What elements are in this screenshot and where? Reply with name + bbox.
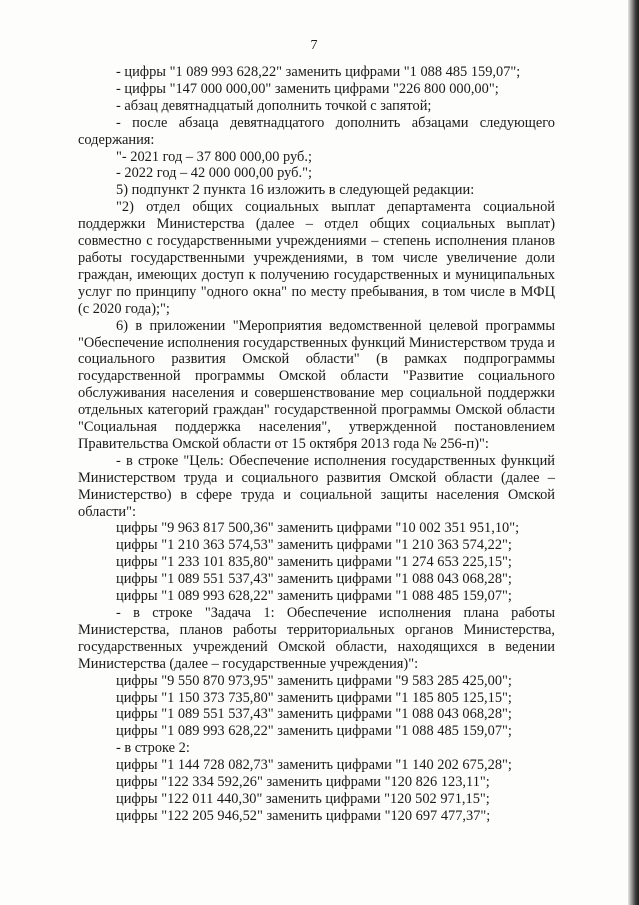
paragraph: 5) подпункт 2 пункта 16 изложить в следующей редакции:	[116, 182, 475, 199]
paragraph: - в строке 2:	[116, 740, 190, 757]
paragraph: - абзац девятнадцатый дополнить точкой с запятой;	[116, 97, 432, 114]
page-number: 7	[310, 38, 318, 53]
paragraph: цифры "1 089 551 537,43" заменить цифрами "1 088 043 068,28";	[116, 706, 512, 723]
paragraph: - в строке "Цель: Обеспечение исполнения государственных функций Министерством труда и социального развития Омской области (далее – Министерство) в сфере труда и социальной защиты населения Омской области":	[78, 452, 555, 520]
paragraph: цифры "1 089 551 537,43" заменить цифрами "1 088 043 068,28";	[116, 571, 512, 588]
paragraph: цифры "1 210 363 574,53" заменить цифрами "1 210 363 574,22";	[116, 537, 512, 554]
document-body	[78, 64, 555, 825]
paragraph: цифры "9 963 817 500,36" заменить цифрами "10 002 351 951,10";	[116, 520, 520, 537]
paragraph: 6) в приложении "Мероприятия ведомственной целевой программы "Обеспечение исполнения государственных функций Министерством труда и социального развития Омской области" (в рамках подпрограммы государственной программы Омской области "Развитие социального обслуживания населения и совершенствование мер социальной поддержки отдельных категорий граждан" государственной программы Омской области "Социальная поддержка населения", утвержденной постановлением Правительства Омской области от 15 октября 2013 года № 256-п)":	[78, 317, 555, 452]
paragraph: цифры "1 144 728 082,73" заменить цифрами "1 140 202 675,28";	[116, 757, 512, 774]
paragraph: "- 2021 год – 37 800 000,00 руб.;	[116, 148, 312, 165]
paragraph: - цифры "147 000 000,00" заменить цифрами "226 800 000,00";	[116, 80, 499, 97]
paragraph: цифры "9 550 870 973,95" заменить цифрами "9 583 285 425,00";	[116, 672, 512, 689]
scan-edge-shadow	[628, 0, 639, 905]
paragraph: - в строке "Задача 1: Обеспечение исполнения плана работы Министерства, планов работы территориальных органов Министерства, государственных учреждений Омской области, находящихся в ведении Министерства (далее – государственные учреждения)":	[78, 605, 555, 672]
paragraph: - цифры "1 089 993 628,22" заменить цифрами "1 088 485 159,07";	[116, 64, 521, 80]
paragraph: цифры "122 011 440,30" заменить цифрами "120 502 971,15";	[116, 790, 490, 807]
paragraph: цифры "122 205 946,52" заменить цифрами "120 697 477,37";	[116, 807, 491, 824]
paragraph: цифры "1 233 101 835,80" заменить цифрами "1 274 653 225,15";	[116, 554, 512, 571]
paragraph: - 2022 год – 42 000 000,00 руб.";	[116, 165, 312, 182]
paragraph: цифры "122 334 592,26" заменить цифрами "120 826 123,11";	[116, 774, 490, 791]
paragraph: цифры "1 150 373 735,80" заменить цифрами "1 185 805 125,15";	[116, 689, 512, 706]
paragraph: "2) отдел общих социальных выплат департамента социальной поддержки Министерства (далее – отдел общих социальных выплат) совместно с государственными учреждениями – степень исполнения планов работы государственными учреждениями, в том числе увеличение доли граждан, имеющих доступ к получению государственных и муниципальных услуг по принципу "одного окна" по месту пребывания, в том числе в МФЦ (с 2020 года);";	[78, 199, 555, 317]
paragraph: цифры "1 089 993 628,22" заменить цифрами "1 088 485 159,07";	[116, 588, 512, 605]
paragraph: - после абзаца девятнадцатого дополнить абзацами следующего содержания:	[78, 114, 555, 148]
paragraph: цифры "1 089 993 628,22" заменить цифрами "1 088 485 159,07";	[116, 723, 512, 740]
